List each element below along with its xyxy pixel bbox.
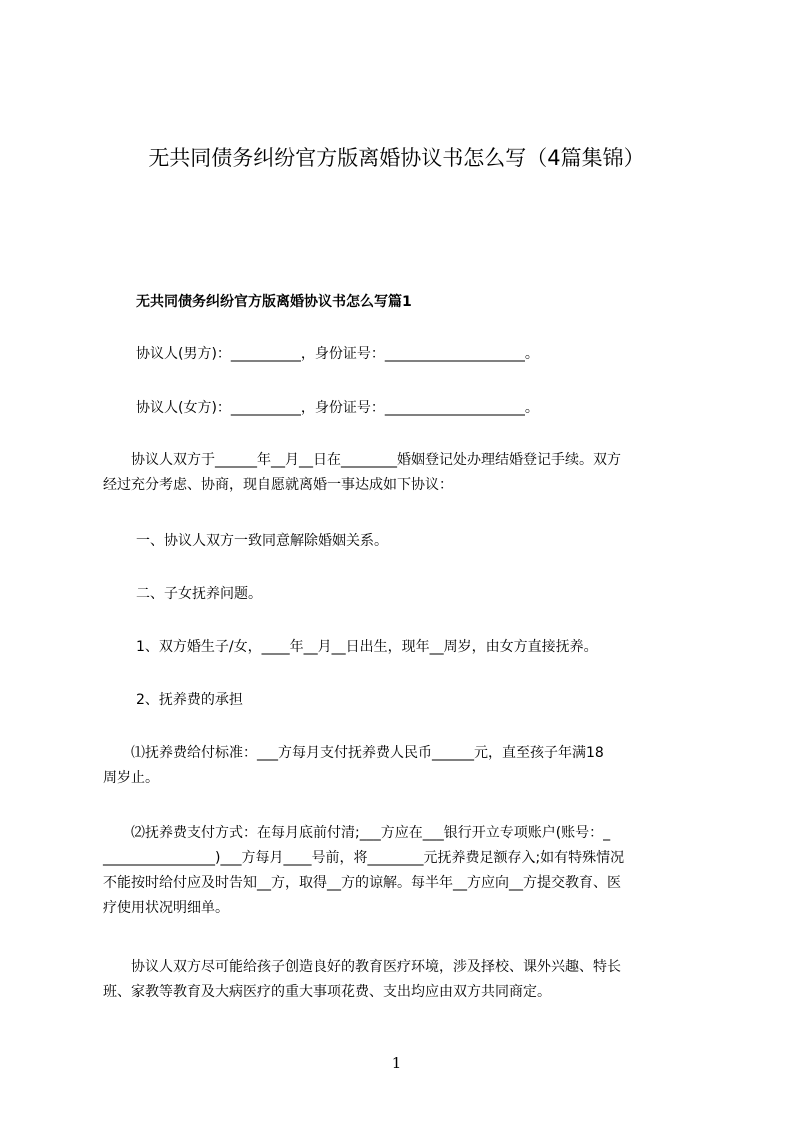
support-payment-paragraph bbox=[103, 821, 703, 921]
text-line: 经过充分考虑、协商，现自愿就离婚一事达成如下协议： bbox=[103, 477, 453, 493]
page-number: 1 bbox=[391, 1054, 402, 1072]
text-line: 不能按时给付应及时告知__方，取得__方的谅解。每半年__方应向__方提交教育、医 bbox=[103, 875, 621, 891]
clause-one: 一、协议人双方一致同意解除婚姻关系。 bbox=[136, 533, 388, 549]
party-female-line: 协议人(女方)：__________，身份证号：____________________。 bbox=[136, 400, 539, 416]
text-line: 疗使用状况明细单。 bbox=[103, 900, 229, 916]
party-male-line: 协议人(男方)：__________，身份证号：____________________。 bbox=[136, 346, 539, 362]
intro-paragraph bbox=[103, 448, 703, 498]
clause-two-item-two: 2、抚养费的承担 bbox=[136, 692, 243, 708]
text-line: ⑴抚养费给付标准：___方每月支付抚养费人民币______元，直至孩子年满18 bbox=[103, 745, 604, 761]
support-standard-paragraph bbox=[103, 741, 703, 791]
education-paragraph bbox=[103, 955, 703, 1005]
document-title: 无共同债务纠纷官方版离婚协议书怎么写（4篇集锦） bbox=[148, 146, 645, 170]
text-line: ________________)___方每月____号前，将________元抚养费足额存入;如有特殊情况 bbox=[103, 850, 625, 866]
clause-two-item-one: 1、双方婚生子/女，____年__月__日出生，现年__周岁，由女方直接抚养。 bbox=[136, 639, 598, 655]
clause-two: 二、子女抚养问题。 bbox=[136, 586, 262, 602]
text-line: 班、家教等教育及大病医疗的重大事项花费、支出均应由双方共同商定。 bbox=[103, 984, 551, 1000]
text-line: 周岁止。 bbox=[103, 770, 159, 786]
text-line: ⑵抚养费支付方式：在每月底前付清;___方应在___银行开立专项账户(账号：_ bbox=[103, 825, 611, 841]
text-line: 协议人双方尽可能给孩子创造良好的教育医疗环境，涉及择校、课外兴趣、特长 bbox=[103, 959, 621, 975]
section-heading: 无共同债务纠纷官方版离婚协议书怎么写篇1 bbox=[136, 294, 412, 310]
text-line: 协议人双方于______年__月__日在________婚姻登记处办理结婚登记手续。双方 bbox=[103, 452, 621, 468]
